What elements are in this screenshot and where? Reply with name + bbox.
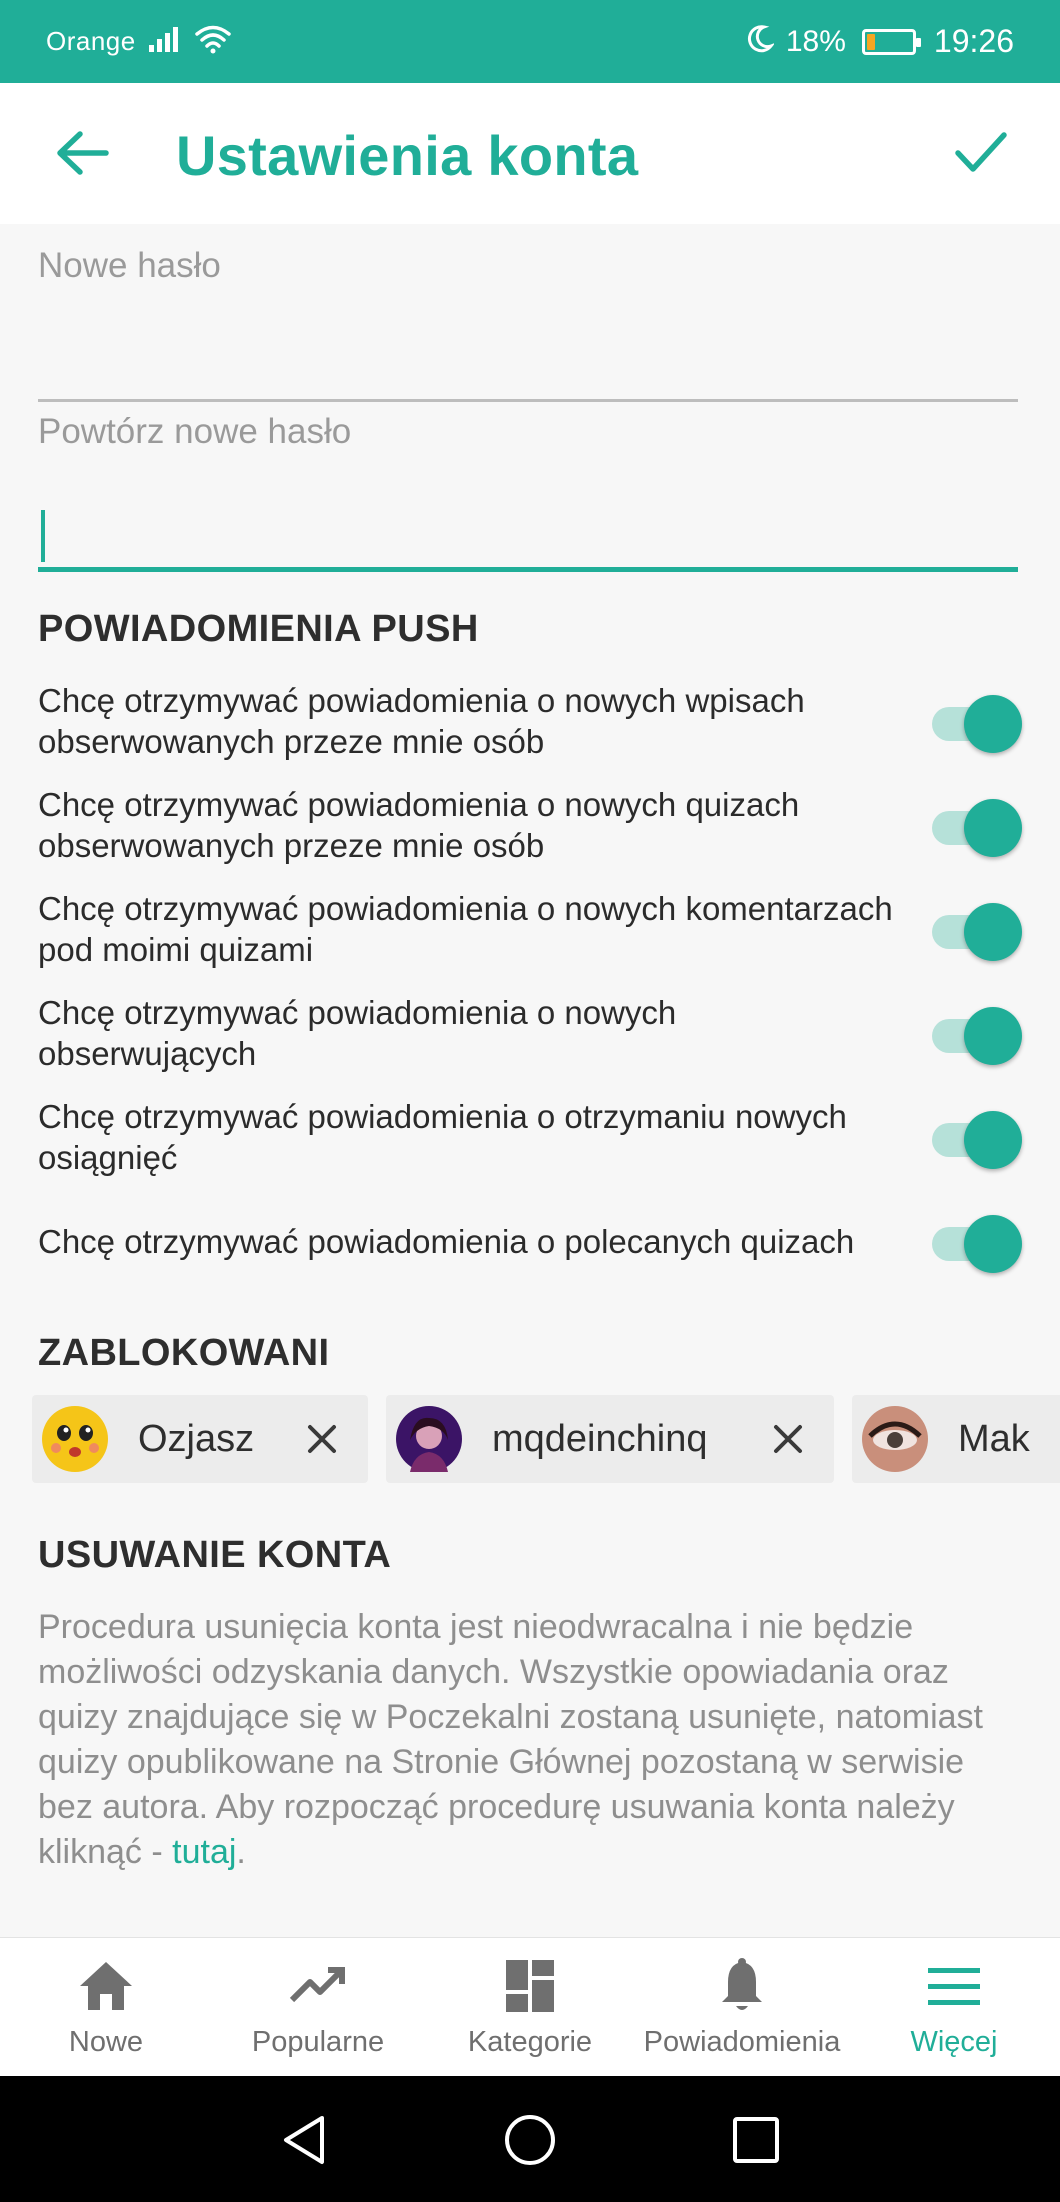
blocked-users-list[interactable] [32,1395,1060,1483]
app-bar [0,83,1060,224]
unblock-button[interactable] [302,1419,342,1459]
nav-item-more[interactable] [848,1938,1060,2077]
system-recents-button[interactable] [728,2112,784,2168]
avatar [862,1406,928,1472]
trending-icon [288,1956,348,2016]
delete-account-text: Procedura usunięcia konta jest nieodwracalna i nie będzie możliwości odzyskania danych. Wszystkie opowiadania oraz quizy znajdujące się w Poczekalni zostaną usunięte, natomiast quizy opublikowane na Stronie Głównej pozostaną w serwisie bez autora. Aby rozpocząć procedurę usuwania konta należy kliknąć - [38,1608,983,1871]
status-bar [0,0,1060,83]
new-password-input[interactable] [38,322,1018,392]
push-pref-row [38,988,1022,1078]
wifi-icon [194,24,232,59]
push-pref-text: Chcę otrzymywać powiadomienia o otrzymaniu nowych osiągnięć [38,1098,847,1176]
push-pref-toggle[interactable] [926,899,1022,959]
new-password-underline [38,399,1018,402]
triangle-back-icon [276,2112,332,2168]
circle-home-icon [502,2112,558,2168]
push-pref-row [38,1092,1022,1182]
avatar [42,1406,108,1472]
push-section-title: POWIADOMIENIA PUSH [38,608,479,650]
push-pref-text: Chcę otrzymywać powiadomienia o polecanych quizach [38,1222,855,1260]
moon-icon [744,24,774,59]
push-pref-row [38,780,1022,870]
delete-account-suffix: . [236,1833,246,1871]
nav-label: Nowe [68,2026,144,2058]
delete-account-title: USUWANIE KONTA [38,1534,392,1576]
push-pref-toggle[interactable] [926,1003,1022,1063]
repeat-password-field [38,412,1018,572]
nav-label: Popularne [251,2026,385,2058]
carrier-name: Orange [46,26,136,56]
square-recents-icon [728,2112,784,2168]
blocked-user-chip [32,1395,368,1483]
delete-account-link[interactable]: tutaj [172,1833,237,1871]
push-pref-text: Chcę otrzymywać powiadomienia o nowych quizach obserwowanych przeze mnie osób [38,786,800,864]
nav-label: Powiadomienia [643,2026,841,2058]
nav-item-notifications[interactable] [636,1938,848,2077]
blocked-user-name: mqdeinchinq [492,1417,708,1460]
menu-icon [924,1956,984,2016]
battery-icon [862,29,916,55]
bottom-navigation [0,1937,1060,2076]
battery-percent: 18% [785,24,846,58]
signal-icon [148,25,182,58]
blocked-section-title: ZABLOKOWANI [38,1332,330,1374]
arrow-back-icon [54,128,110,178]
nav-label: Więcej [910,2026,998,2058]
repeat-password-input[interactable] [38,492,1018,562]
blocked-user-chip [386,1395,834,1483]
close-icon [768,1419,808,1459]
push-pref-toggle[interactable] [926,1107,1022,1167]
dashboard-icon [500,1956,560,2016]
nav-item-popular[interactable] [212,1938,424,2077]
system-back-button[interactable] [276,2112,332,2168]
push-pref-row [38,884,1022,974]
status-left [46,24,232,59]
push-pref-text: Chcę otrzymywać powiadomienia o nowych wpisach obserwowanych przeze mnie osób [38,682,805,760]
back-button[interactable] [54,128,110,178]
push-pref-toggle[interactable] [926,1211,1022,1271]
check-icon [954,129,1008,175]
status-right [744,23,1014,60]
home-icon [76,1956,136,2016]
avatar [396,1406,462,1472]
push-pref-row [38,1196,1022,1286]
push-pref-toggle[interactable] [926,795,1022,855]
repeat-password-underline [38,567,1018,572]
nav-label: Kategorie [467,2026,593,2058]
new-password-field [38,246,1018,406]
repeat-password-label: Powtórz nowe hasło [38,412,352,451]
confirm-button[interactable] [954,129,1008,175]
nav-item-new[interactable] [0,1938,212,2077]
close-icon [302,1419,342,1459]
push-pref-toggle[interactable] [926,691,1022,751]
blocked-user-chip [852,1395,1060,1483]
clock: 19:26 [933,23,1014,59]
delete-account-description [38,1605,1028,1875]
push-pref-row [38,676,1022,766]
blocked-user-name: Mak [958,1417,1030,1460]
unblock-button[interactable] [768,1419,808,1459]
page-title: Ustawienia konta [176,124,639,187]
system-navigation-bar [0,2076,1060,2202]
push-pref-text: Chcę otrzymywać powiadomienia o nowych komentarzach pod moimi quizami [38,890,893,968]
new-password-label: Nowe hasło [38,246,221,285]
push-pref-text: Chcę otrzymywać powiadomienia o nowych obserwujących [38,994,677,1072]
bell-icon [712,1956,772,2016]
blocked-user-name: Ozjasz [138,1417,255,1460]
system-home-button[interactable] [502,2112,558,2168]
nav-item-categories[interactable] [424,1938,636,2077]
